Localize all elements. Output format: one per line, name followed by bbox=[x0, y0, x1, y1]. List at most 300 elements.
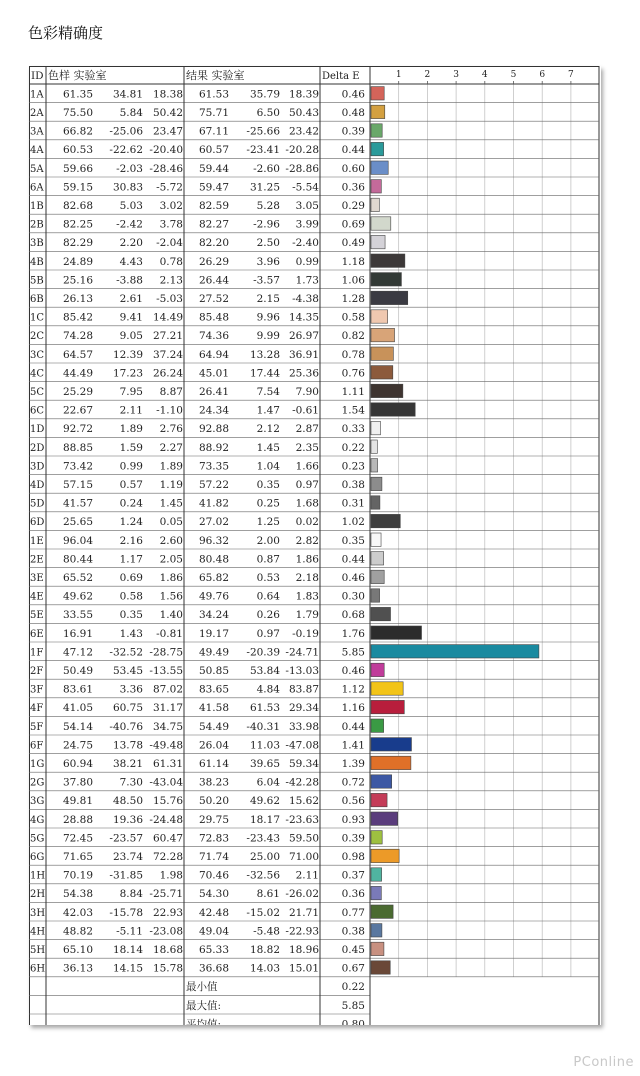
result-lab-value: 38.23 bbox=[198, 776, 229, 789]
sample-lab-value: -2.42 bbox=[116, 218, 143, 231]
delta-e-bar bbox=[371, 440, 377, 453]
sample-lab-value: 24.75 bbox=[62, 739, 93, 752]
sample-lab-value: -28.46 bbox=[149, 162, 183, 175]
sample-lab-value: 1.43 bbox=[119, 627, 143, 640]
row-id: 6D bbox=[30, 517, 45, 529]
row-id: 6A bbox=[30, 182, 44, 194]
result-lab-value: 49.49 bbox=[198, 646, 229, 659]
result-lab-value: 0.53 bbox=[256, 571, 280, 584]
sample-lab-value: -25.06 bbox=[109, 125, 143, 138]
sample-lab-value: 2.05 bbox=[159, 553, 183, 566]
result-lab-value: 2.87 bbox=[295, 423, 319, 436]
summary-value: 0.22 bbox=[341, 981, 365, 994]
sample-lab-value: 50.42 bbox=[152, 106, 183, 119]
row-id: 5B bbox=[30, 275, 44, 287]
sample-lab-value: 3.02 bbox=[159, 199, 183, 212]
delta-e-value: 0.46 bbox=[341, 664, 365, 677]
delta-e-bar bbox=[371, 496, 380, 509]
result-lab-value: 14.35 bbox=[288, 311, 319, 324]
row-id: 1A bbox=[30, 89, 44, 101]
result-lab-value: 64.94 bbox=[198, 348, 229, 361]
sample-lab-value: 8.84 bbox=[119, 888, 143, 901]
sample-lab-value: 12.39 bbox=[112, 348, 143, 361]
row-id: 5H bbox=[30, 944, 46, 956]
sample-lab-value: 4.43 bbox=[119, 255, 143, 268]
row-id: 4A bbox=[30, 145, 44, 157]
delta-e-value: 0.45 bbox=[341, 943, 365, 956]
result-lab-value: 2.11 bbox=[295, 869, 319, 882]
sample-lab-value: 83.61 bbox=[62, 683, 93, 696]
row-id: 2C bbox=[30, 331, 45, 343]
sample-lab-value: 1.24 bbox=[119, 516, 143, 529]
delta-e-value: 0.30 bbox=[341, 590, 365, 603]
summary-label: 最大值: bbox=[186, 999, 222, 1012]
result-lab-value: 50.43 bbox=[288, 106, 319, 119]
delta-e-bar bbox=[371, 161, 388, 174]
result-lab-value: 61.14 bbox=[198, 757, 229, 770]
sample-lab-value: 18.38 bbox=[152, 88, 183, 101]
delta-e-value: 0.22 bbox=[341, 441, 365, 454]
result-lab-value: 70.46 bbox=[198, 869, 229, 882]
delta-e-value: 1.41 bbox=[341, 739, 365, 752]
result-lab-value: 24.34 bbox=[198, 404, 229, 417]
delta-e-bar bbox=[371, 235, 385, 248]
header-sample: 色样 实验室 bbox=[48, 69, 107, 82]
result-lab-value: -4.38 bbox=[292, 292, 319, 305]
delta-e-bar bbox=[371, 384, 403, 397]
result-lab-value: 0.99 bbox=[295, 255, 319, 268]
result-lab-value: -5.48 bbox=[253, 925, 280, 938]
sample-lab-value: 42.03 bbox=[62, 906, 93, 919]
row-id: 3C bbox=[30, 349, 45, 361]
result-lab-value: 9.99 bbox=[256, 330, 280, 343]
result-lab-value: 50.20 bbox=[198, 795, 229, 808]
result-lab-value: -22.93 bbox=[285, 925, 319, 938]
row-id: 6F bbox=[30, 740, 44, 752]
delta-e-value: 0.46 bbox=[341, 571, 365, 584]
sample-lab-value: 80.44 bbox=[62, 553, 93, 566]
result-lab-value: -0.19 bbox=[292, 627, 319, 640]
row-id: 5D bbox=[30, 498, 45, 510]
result-lab-value: 3.99 bbox=[295, 218, 319, 231]
delta-e-bar bbox=[371, 310, 388, 323]
sample-lab-value: -0.81 bbox=[156, 627, 183, 640]
result-lab-value: 14.03 bbox=[249, 962, 280, 975]
result-lab-value: -23.41 bbox=[246, 144, 280, 157]
row-id: 6G bbox=[30, 851, 45, 863]
delta-e-bar bbox=[371, 459, 378, 472]
result-lab-value: 73.35 bbox=[198, 460, 229, 473]
delta-e-value: 0.36 bbox=[341, 888, 365, 901]
result-lab-value: 39.65 bbox=[249, 757, 280, 770]
sample-lab-value: 1.45 bbox=[159, 497, 183, 510]
sample-lab-value: 7.95 bbox=[119, 385, 143, 398]
result-lab-value: -24.71 bbox=[285, 646, 319, 659]
row-id: 6C bbox=[30, 405, 45, 417]
sample-lab-value: 44.49 bbox=[62, 367, 93, 380]
sample-lab-value: 1.40 bbox=[159, 609, 183, 622]
sample-lab-value: -24.48 bbox=[149, 813, 183, 826]
delta-e-bar bbox=[371, 403, 415, 416]
summary-value: 0.80 bbox=[341, 1018, 365, 1025]
sample-lab-value: -13.55 bbox=[149, 664, 183, 677]
result-lab-value: 1.66 bbox=[295, 460, 319, 473]
delta-e-value: 1.11 bbox=[341, 385, 365, 398]
delta-e-bar bbox=[371, 589, 380, 602]
result-lab-value: 36.91 bbox=[288, 348, 319, 361]
sample-lab-value: 0.58 bbox=[119, 590, 143, 603]
result-lab-value: -32.56 bbox=[246, 869, 280, 882]
row-id: 5C bbox=[30, 386, 45, 398]
row-id: 1B bbox=[30, 200, 44, 212]
sample-lab-value: 3.36 bbox=[119, 683, 143, 696]
delta-e-value: 0.39 bbox=[341, 125, 365, 138]
result-lab-value: 41.82 bbox=[198, 497, 229, 510]
delta-e-value: 0.60 bbox=[341, 162, 365, 175]
delta-e-value: 0.69 bbox=[341, 218, 365, 231]
delta-e-value: 0.49 bbox=[341, 237, 365, 250]
page-title: 色彩精确度 bbox=[28, 24, 104, 42]
sample-lab-value: 25.29 bbox=[62, 385, 93, 398]
sample-lab-value: -43.04 bbox=[149, 776, 183, 789]
result-lab-value: 65.82 bbox=[198, 571, 229, 584]
sample-lab-value: -5.03 bbox=[156, 292, 183, 305]
delta-e-value: 0.93 bbox=[341, 813, 365, 826]
delta-e-bar bbox=[371, 793, 387, 806]
sample-lab-value: 41.57 bbox=[62, 497, 93, 510]
sample-lab-value: 60.94 bbox=[62, 757, 93, 770]
row-id: 4G bbox=[30, 814, 45, 826]
sample-lab-value: 53.45 bbox=[112, 664, 143, 677]
sample-lab-value: 15.76 bbox=[152, 795, 183, 808]
delta-e-value: 0.68 bbox=[341, 609, 365, 622]
row-id: 6H bbox=[30, 963, 46, 975]
sample-lab-value: 36.13 bbox=[62, 962, 93, 975]
delta-e-value: 1.28 bbox=[341, 292, 365, 305]
delta-e-bar bbox=[371, 105, 385, 118]
result-lab-value: 13.28 bbox=[249, 348, 280, 361]
delta-e-value: 1.76 bbox=[341, 627, 365, 640]
delta-e-bar bbox=[371, 570, 384, 583]
delta-e-bar bbox=[371, 682, 403, 695]
sample-lab-value: 60.75 bbox=[112, 702, 143, 715]
result-lab-value: 75.71 bbox=[198, 106, 229, 119]
result-lab-value: 85.48 bbox=[198, 311, 229, 324]
sample-lab-value: 34.75 bbox=[152, 720, 183, 733]
sample-lab-value: 61.31 bbox=[152, 757, 183, 770]
result-lab-value: 92.88 bbox=[198, 423, 229, 436]
row-id: 1H bbox=[30, 870, 46, 882]
result-lab-value: 35.79 bbox=[249, 88, 280, 101]
result-lab-value: -2.96 bbox=[253, 218, 280, 231]
delta-e-bar bbox=[371, 719, 384, 732]
sample-lab-value: 48.50 bbox=[112, 795, 143, 808]
sample-lab-value: 0.24 bbox=[119, 497, 143, 510]
result-lab-value: 50.85 bbox=[198, 664, 229, 677]
delta-e-bar bbox=[371, 142, 384, 155]
delta-e-bar bbox=[371, 552, 384, 565]
sample-lab-value: -23.08 bbox=[149, 925, 183, 938]
delta-e-bar bbox=[371, 366, 393, 379]
row-id: 4H bbox=[30, 926, 46, 938]
delta-e-value: 1.18 bbox=[341, 255, 365, 268]
sample-lab-value: 1.56 bbox=[159, 590, 183, 603]
result-lab-value: 4.84 bbox=[256, 683, 280, 696]
sample-lab-value: 65.52 bbox=[62, 571, 93, 584]
result-lab-value: 11.03 bbox=[249, 739, 280, 752]
delta-e-value: 0.33 bbox=[341, 423, 365, 436]
result-lab-value: 25.36 bbox=[288, 367, 319, 380]
sample-lab-value: -23.57 bbox=[109, 832, 143, 845]
row-id: 2B bbox=[30, 219, 44, 231]
sample-lab-value: 25.65 bbox=[62, 516, 93, 529]
sample-lab-value: 2.13 bbox=[159, 274, 183, 287]
delta-e-bar bbox=[371, 831, 382, 844]
sample-lab-value: 2.61 bbox=[119, 292, 143, 305]
sample-lab-value: 2.60 bbox=[159, 534, 183, 547]
row-id: 1C bbox=[30, 312, 45, 324]
delta-e-bar bbox=[371, 663, 384, 676]
delta-e-bar bbox=[371, 700, 404, 713]
delta-e-bar bbox=[371, 812, 398, 825]
delta-e-value: 0.38 bbox=[341, 925, 365, 938]
sample-lab-value: 92.72 bbox=[62, 423, 93, 436]
delta-e-bar bbox=[371, 421, 380, 434]
result-lab-value: 2.12 bbox=[256, 423, 280, 436]
result-lab-value: 0.97 bbox=[256, 627, 280, 640]
row-id: 2E bbox=[30, 554, 44, 566]
result-lab-value: 6.04 bbox=[256, 776, 280, 789]
result-lab-value: 9.96 bbox=[256, 311, 280, 324]
sample-lab-value: 47.12 bbox=[62, 646, 93, 659]
sample-lab-value: 18.68 bbox=[152, 943, 183, 956]
result-lab-value: 54.49 bbox=[198, 720, 229, 733]
result-lab-value: 41.58 bbox=[198, 702, 229, 715]
sample-lab-value: 71.65 bbox=[62, 850, 93, 863]
row-id: 1D bbox=[30, 424, 45, 436]
sample-lab-value: 73.42 bbox=[62, 460, 93, 473]
sample-lab-value: 2.11 bbox=[119, 404, 143, 417]
row-id: 3F bbox=[30, 684, 44, 696]
delta-e-bar bbox=[371, 886, 381, 899]
result-lab-value: 18.17 bbox=[249, 813, 280, 826]
delta-e-value: 0.35 bbox=[341, 534, 365, 547]
sample-lab-value: -22.62 bbox=[109, 144, 143, 157]
sample-lab-value: 31.17 bbox=[152, 702, 183, 715]
result-lab-value: 71.00 bbox=[288, 850, 319, 863]
row-id: 2F bbox=[30, 665, 44, 677]
sample-lab-value: 75.50 bbox=[62, 106, 93, 119]
sample-lab-value: 7.30 bbox=[119, 776, 143, 789]
result-lab-value: 26.04 bbox=[198, 739, 229, 752]
sample-lab-value: 25.16 bbox=[62, 274, 93, 287]
delta-e-value: 0.56 bbox=[341, 795, 365, 808]
delta-e-bar bbox=[371, 645, 539, 658]
sample-lab-value: -1.10 bbox=[156, 404, 183, 417]
sample-lab-value: 0.05 bbox=[159, 516, 183, 529]
sample-lab-value: 0.78 bbox=[159, 255, 183, 268]
result-lab-value: 49.76 bbox=[198, 590, 229, 603]
result-lab-value: 15.62 bbox=[288, 795, 319, 808]
delta-e-bar bbox=[371, 514, 400, 527]
result-lab-value: -26.02 bbox=[285, 888, 319, 901]
result-lab-value: -20.39 bbox=[246, 646, 280, 659]
result-lab-value: 45.01 bbox=[198, 367, 229, 380]
result-lab-value: 18.39 bbox=[288, 88, 319, 101]
result-lab-value: 71.74 bbox=[198, 850, 229, 863]
result-lab-value: 18.82 bbox=[249, 943, 280, 956]
sample-lab-value: 82.68 bbox=[62, 199, 93, 212]
delta-e-bar bbox=[371, 942, 384, 955]
sample-lab-value: 17.23 bbox=[112, 367, 143, 380]
delta-e-bar bbox=[371, 905, 393, 918]
delta-e-bar bbox=[371, 738, 411, 751]
result-lab-value: 59.50 bbox=[288, 832, 319, 845]
sample-lab-value: 50.49 bbox=[62, 664, 93, 677]
sample-lab-value: 60.47 bbox=[152, 832, 183, 845]
result-lab-value: 31.25 bbox=[249, 181, 280, 194]
sample-lab-value: -32.52 bbox=[109, 646, 143, 659]
result-lab-value: 36.68 bbox=[198, 962, 229, 975]
sample-lab-value: 41.05 bbox=[62, 702, 93, 715]
delta-e-value: 0.37 bbox=[341, 869, 365, 882]
row-id: 6E bbox=[30, 628, 44, 640]
row-id: 4C bbox=[30, 368, 45, 380]
sample-lab-value: 5.03 bbox=[119, 199, 143, 212]
x-tick-label: 3 bbox=[453, 70, 459, 80]
result-lab-value: 26.41 bbox=[198, 385, 229, 398]
result-lab-value: -0.61 bbox=[292, 404, 319, 417]
delta-e-value: 1.39 bbox=[341, 757, 365, 770]
color-accuracy-sheet bbox=[29, 66, 601, 1025]
result-lab-value: 72.83 bbox=[198, 832, 229, 845]
delta-e-value: 0.46 bbox=[341, 88, 365, 101]
sample-lab-value: 26.24 bbox=[152, 367, 183, 380]
result-lab-value: -47.08 bbox=[285, 739, 319, 752]
delta-e-bar bbox=[371, 87, 384, 100]
sample-lab-value: 19.36 bbox=[112, 813, 143, 826]
result-lab-value: 5.28 bbox=[256, 199, 280, 212]
delta-e-bar bbox=[371, 868, 382, 881]
delta-e-value: 0.78 bbox=[341, 348, 365, 361]
sample-lab-value: 0.57 bbox=[119, 478, 143, 491]
sample-lab-value: 2.27 bbox=[159, 441, 183, 454]
delta-e-bar bbox=[371, 775, 392, 788]
sample-lab-value: 22.93 bbox=[152, 906, 183, 919]
result-lab-value: 1.04 bbox=[256, 460, 280, 473]
sample-lab-value: -20.40 bbox=[149, 144, 183, 157]
result-lab-value: 61.53 bbox=[198, 88, 229, 101]
result-lab-value: 54.30 bbox=[198, 888, 229, 901]
result-lab-value: 65.33 bbox=[198, 943, 229, 956]
delta-e-bar bbox=[371, 626, 422, 639]
row-id: 5F bbox=[30, 721, 44, 733]
sample-lab-value: 1.59 bbox=[119, 441, 143, 454]
result-lab-value: 49.62 bbox=[249, 795, 280, 808]
row-id: 2G bbox=[30, 777, 45, 789]
result-lab-value: 19.17 bbox=[198, 627, 229, 640]
delta-e-value: 0.23 bbox=[341, 460, 365, 473]
delta-e-value: 5.85 bbox=[341, 646, 365, 659]
delta-e-bar bbox=[371, 607, 391, 620]
result-lab-value: 74.36 bbox=[198, 330, 229, 343]
delta-e-bar bbox=[371, 477, 382, 490]
delta-e-bar bbox=[371, 180, 381, 193]
result-lab-value: 59.44 bbox=[198, 162, 229, 175]
result-lab-value: 1.73 bbox=[295, 274, 319, 287]
delta-e-value: 1.02 bbox=[341, 516, 365, 529]
result-lab-value: 27.52 bbox=[198, 292, 229, 305]
delta-e-value: 0.36 bbox=[341, 181, 365, 194]
result-lab-value: 23.42 bbox=[288, 125, 319, 138]
sample-lab-value: 27.21 bbox=[152, 330, 183, 343]
result-lab-value: 82.20 bbox=[198, 237, 229, 250]
delta-e-bar bbox=[371, 124, 382, 137]
watermark-logo: PConline bbox=[573, 1055, 634, 1070]
result-lab-value: -40.31 bbox=[246, 720, 280, 733]
sample-lab-value: 48.82 bbox=[62, 925, 93, 938]
sample-lab-value: 3.78 bbox=[159, 218, 183, 231]
sample-lab-value: 1.86 bbox=[159, 571, 183, 584]
result-lab-value: 6.50 bbox=[256, 106, 280, 119]
row-id: 6B bbox=[30, 293, 44, 305]
row-id: 3H bbox=[30, 907, 46, 919]
result-lab-value: 33.98 bbox=[288, 720, 319, 733]
result-lab-value: 0.26 bbox=[256, 609, 280, 622]
sample-lab-value: -15.78 bbox=[109, 906, 143, 919]
sample-lab-value: -5.72 bbox=[156, 181, 183, 194]
sample-lab-value: 87.02 bbox=[152, 683, 183, 696]
row-id: 4F bbox=[30, 703, 44, 715]
result-lab-value: 0.97 bbox=[295, 478, 319, 491]
result-lab-value: 53.84 bbox=[249, 664, 280, 677]
sample-lab-value: 23.47 bbox=[152, 125, 183, 138]
sample-lab-value: -31.85 bbox=[109, 869, 143, 882]
result-lab-value: -2.60 bbox=[253, 162, 280, 175]
delta-e-bar bbox=[371, 533, 381, 546]
row-id: 3E bbox=[30, 572, 44, 584]
result-lab-value: 0.02 bbox=[295, 516, 319, 529]
result-lab-value: 0.64 bbox=[256, 590, 280, 603]
sample-lab-value: -40.76 bbox=[109, 720, 143, 733]
sample-lab-value: 37.24 bbox=[152, 348, 183, 361]
row-id: 1G bbox=[30, 758, 45, 770]
sample-lab-value: 70.19 bbox=[62, 869, 93, 882]
result-lab-value: 2.50 bbox=[256, 237, 280, 250]
sample-lab-value: -5.11 bbox=[116, 925, 143, 938]
sample-lab-value: 0.35 bbox=[119, 609, 143, 622]
sample-lab-value: 59.15 bbox=[62, 181, 93, 194]
sample-lab-value: 22.67 bbox=[62, 404, 93, 417]
summary-label: 平均值: bbox=[186, 1018, 222, 1025]
sample-lab-value: 37.80 bbox=[62, 776, 93, 789]
sample-lab-value: 82.29 bbox=[62, 237, 93, 250]
sample-lab-value: 88.85 bbox=[62, 441, 93, 454]
result-lab-value: 1.25 bbox=[256, 516, 280, 529]
result-lab-value: 83.87 bbox=[288, 683, 319, 696]
sample-lab-value: -2.03 bbox=[116, 162, 143, 175]
delta-e-bar bbox=[371, 254, 405, 267]
sample-lab-value: 2.76 bbox=[159, 423, 183, 436]
sample-lab-value: 8.87 bbox=[159, 385, 183, 398]
summary-label: 最小值 bbox=[186, 981, 218, 994]
sample-lab-value: 66.82 bbox=[62, 125, 93, 138]
sample-lab-value: 0.69 bbox=[119, 571, 143, 584]
sample-lab-value: 72.45 bbox=[62, 832, 93, 845]
result-lab-value: 2.15 bbox=[256, 292, 280, 305]
delta-e-value: 0.39 bbox=[341, 832, 365, 845]
sample-lab-value: 9.41 bbox=[119, 311, 143, 324]
